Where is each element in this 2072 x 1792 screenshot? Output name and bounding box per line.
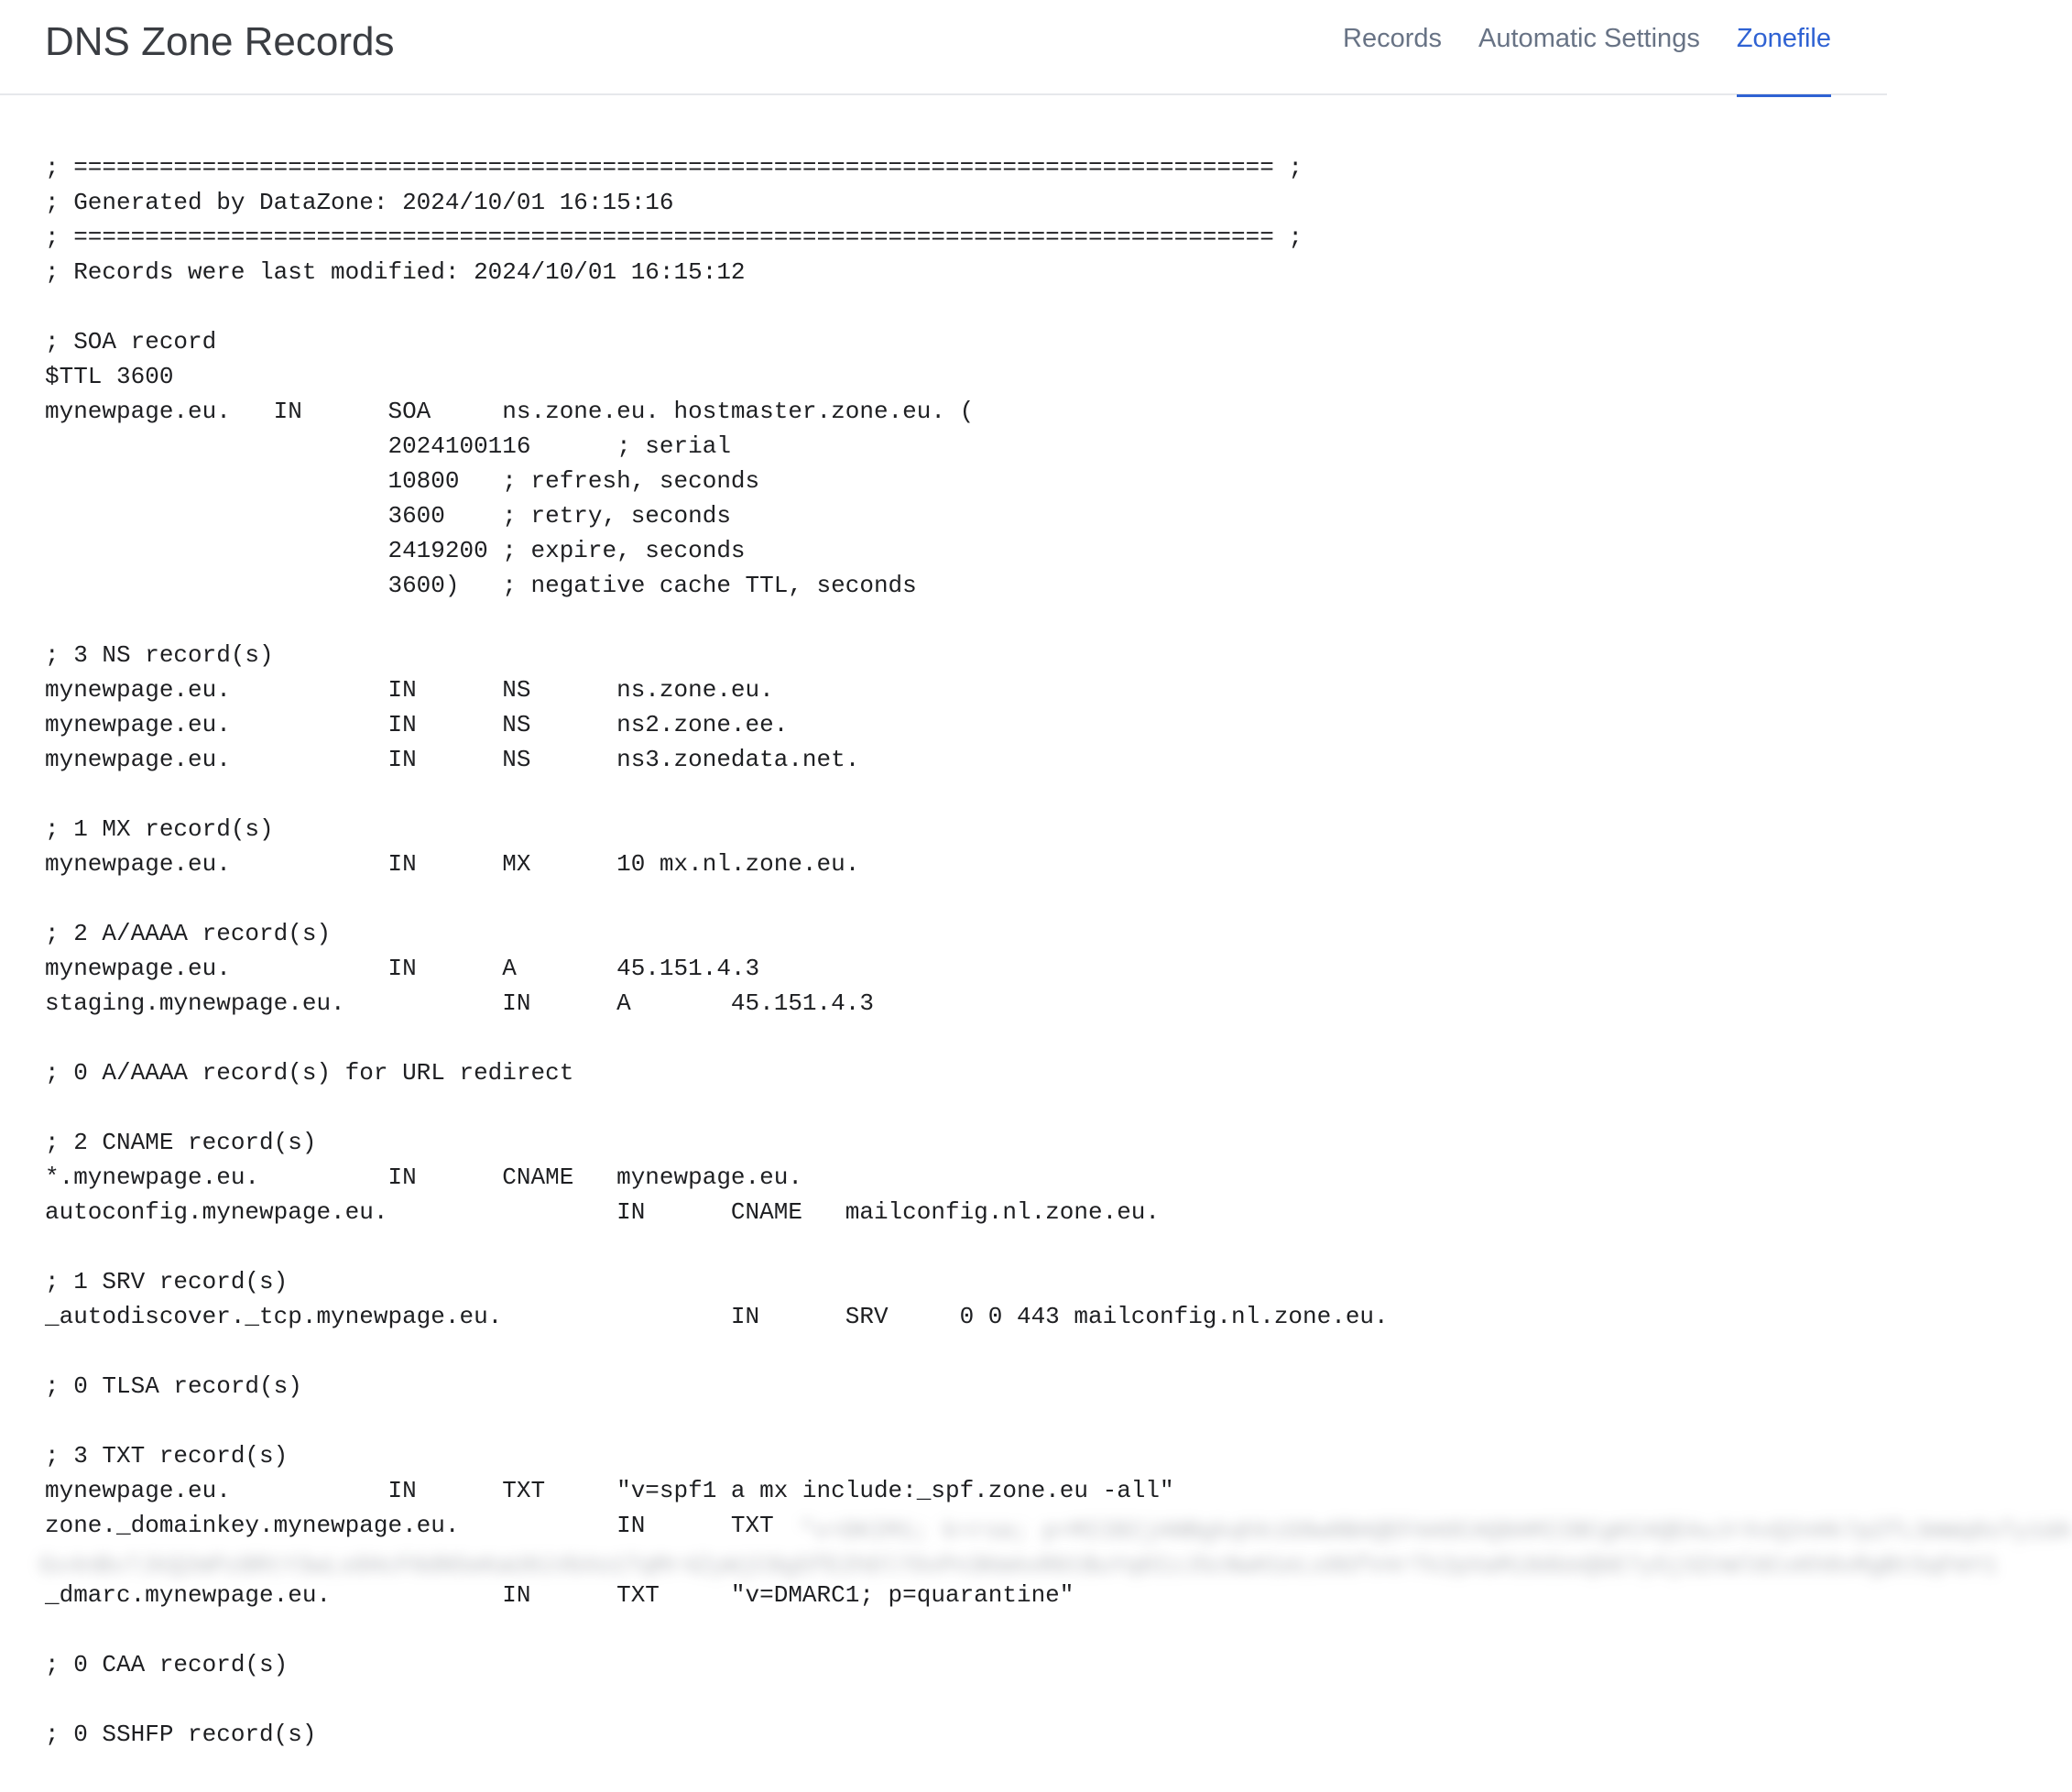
zonefile-line: staging.mynewpage.eu. IN A 45.151.4.3	[45, 989, 874, 1017]
dkim-record	[39, 1508, 2072, 1579]
zonefile-line	[45, 1682, 1389, 1717]
zonefile-content	[39, 150, 2072, 1752]
zonefile-line: mynewpage.eu. IN MX 10 mx.nl.zone.eu.	[45, 850, 860, 878]
zonefile-line: mynewpage.eu. IN SOA ns.zone.eu. hostmaster.zone.eu. (	[45, 398, 975, 425]
zonefile-line	[45, 1090, 1389, 1125]
zonefile-line: ; 0 A/AAAA record(s) for URL redirect	[45, 1059, 574, 1087]
zonefile-line	[45, 777, 1389, 812]
zonefile-line: mynewpage.eu. IN NS ns3.zonedata.net.	[45, 746, 860, 773]
zonefile-line: ; 0 CAA record(s)	[45, 1651, 289, 1678]
zonefile-line: mynewpage.eu. IN NS ns.zone.eu.	[45, 676, 774, 704]
zonefile-line: _autodiscover._tcp.mynewpage.eu. IN SRV 0 0 443 mailconfig.nl.zone.eu.	[45, 1303, 1389, 1330]
zonefile-line: *.mynewpage.eu. IN CNAME mynewpage.eu.	[45, 1164, 802, 1191]
zonefile-line: ; ==================================================================================== ;	[45, 154, 1303, 181]
page-header	[0, 0, 1887, 95]
zonefile-line: ; 2 CNAME record(s)	[45, 1129, 317, 1156]
zonefile-line: 3600 ; retry, seconds	[45, 502, 731, 530]
tab-records[interactable]: Records	[1343, 24, 1443, 53]
tab-bar	[1343, 0, 1831, 95]
zonefile-line: _dmarc.mynewpage.eu. IN TXT "v=DMARC1; p=quarantine"	[45, 1581, 1074, 1609]
zonefile-line	[45, 881, 1389, 916]
zonefile-line: ; 1 MX record(s)	[45, 815, 274, 843]
zonefile-line: autoconfig.mynewpage.eu. IN CNAME mailconfig.nl.zone.eu.	[45, 1198, 1160, 1226]
zonefile-line	[45, 603, 1389, 638]
zonefile-line	[45, 1612, 1389, 1647]
page-title: DNS Zone Records	[45, 19, 395, 64]
zonefile-line	[45, 290, 1389, 324]
zonefile-line: zone._domainkey.mynewpage.eu. IN TXT	[45, 1512, 774, 1539]
zonefile-line: ; 1 SRV record(s)	[45, 1268, 289, 1295]
zonefile-line	[45, 1229, 1389, 1264]
zonefile-line	[45, 1021, 1389, 1055]
redacted-dkim-value-continued: Gx4nBv7JkQ2mPz8RtY3wLs6HcF0dN5eKaU9iVbXo1TqMr4ZyWjC8gSfE2hDl7OvPn3KmAxR6tBuYq0IzJ5cNwH1eLs9GfV4rTk2pXaMi8dUoQbE7ySj3ZnWl6CxKh0vRgBt5qFmY1	[39, 1552, 1998, 1579]
zonefile-line	[45, 1404, 1389, 1438]
zonefile-line: $TTL 3600	[45, 363, 174, 390]
zonefile-line	[45, 1334, 1389, 1369]
zonefile-line: ; 3 TXT record(s)	[45, 1442, 289, 1470]
zonefile-line: 2024100116 ; serial	[45, 432, 731, 460]
zonefile-line: 2419200 ; expire, seconds	[45, 537, 746, 564]
zonefile-line: ; SOA record	[45, 328, 217, 355]
zonefile-line: ; 3 NS record(s)	[45, 641, 274, 669]
zonefile-line: ; ==================================================================================== ;	[45, 224, 1303, 251]
zonefile-line: mynewpage.eu. IN TXT "v=spf1 a mx include:_spf.zone.eu -all"	[45, 1477, 1174, 1504]
zonefile-line: 3600) ; negative cache TTL, seconds	[45, 572, 917, 599]
tab-automatic-settings[interactable]: Automatic Settings	[1478, 24, 1700, 53]
zonefile-line: ; 2 A/AAAA record(s)	[45, 920, 332, 947]
redacted-dkim-value: "v=DKIM1; k=rsa; p=MIIBIjANBgkqhkiG9w0BAQEFAAOCAQ8AMIIBCgKCAQEAuJrXvQ2nHk7pZfL3mWq8sTy1dA	[800, 1517, 2072, 1545]
tab-zonefile[interactable]: Zonefile	[1737, 0, 1831, 95]
zonefile-line: ; 0 TLSA record(s)	[45, 1372, 302, 1400]
zonefile-line: ; Generated by DataZone: 2024/10/01 16:15:16	[45, 189, 674, 216]
zonefile-line: ; Records were last modified: 2024/10/01 16:15:12	[45, 258, 746, 286]
zonefile-line: 10800 ; refresh, seconds	[45, 467, 760, 495]
zonefile-line: mynewpage.eu. IN NS ns2.zone.ee.	[45, 711, 789, 738]
zonefile-line: ; 0 SSHFP record(s)	[45, 1721, 317, 1748]
zonefile-line: mynewpage.eu. IN A 45.151.4.3	[45, 955, 760, 982]
